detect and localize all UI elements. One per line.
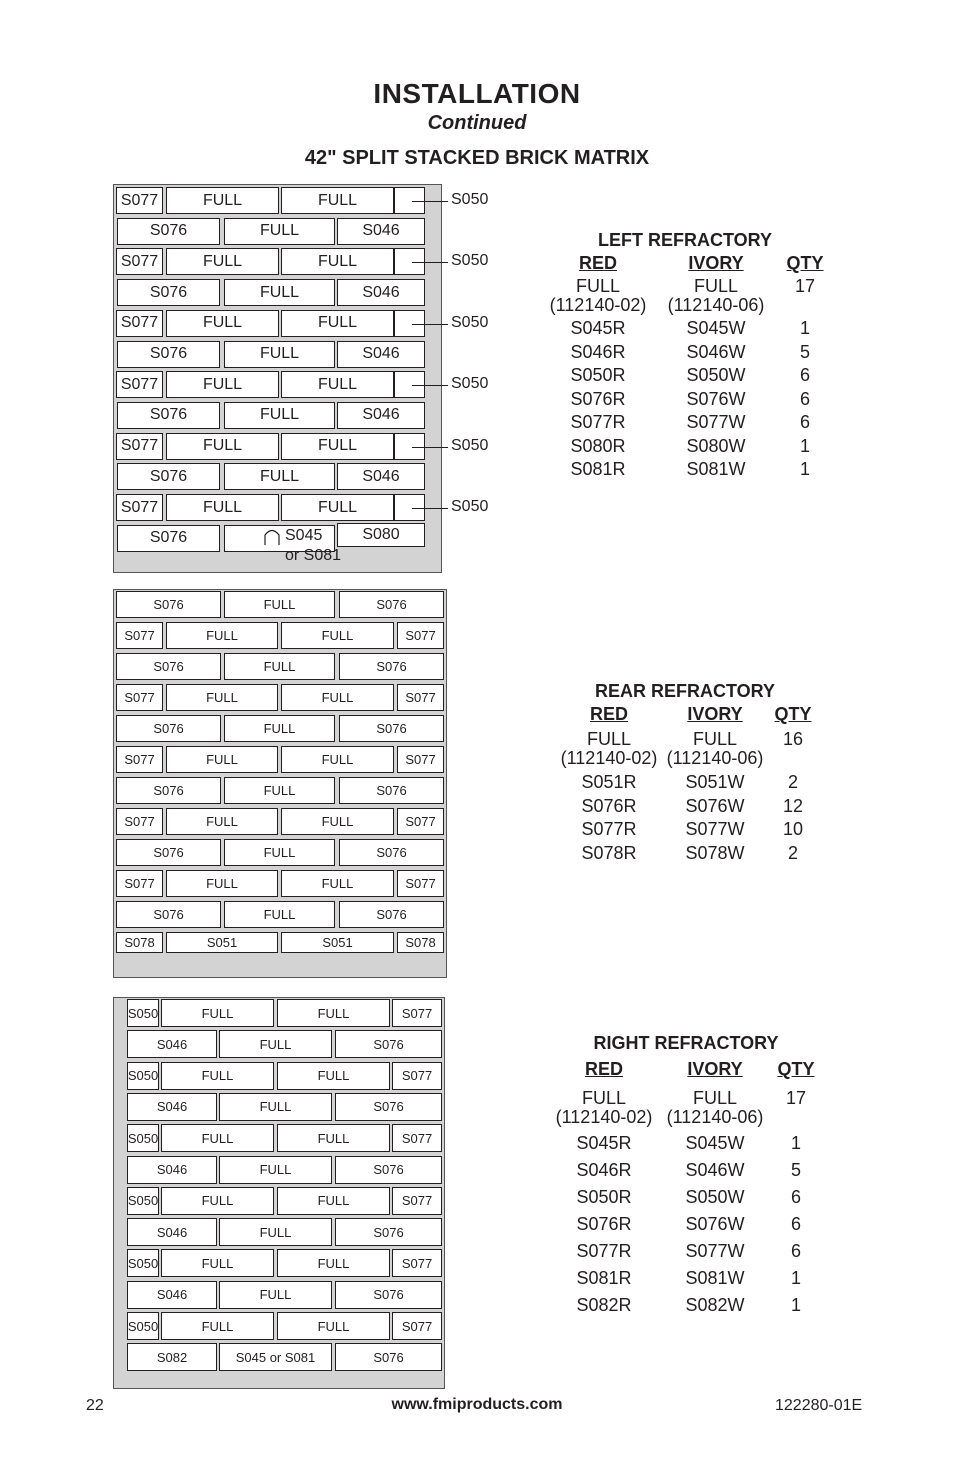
table-cell: 5 [790,1160,801,1180]
brick: FULL [281,310,394,337]
brick: S077 [392,999,442,1027]
brick: S050 [127,1187,159,1215]
table-cell: 1 [790,1133,801,1153]
table-cell: 6 [790,1214,801,1234]
table-cell: S077R [570,412,626,432]
brick: S046 [127,1281,217,1309]
brick: S046 [337,463,425,490]
table-title: RIGHT REFRACTORY [593,1033,779,1053]
table-cell: S081W [685,1268,745,1288]
right-refractory-diagram [113,997,445,1389]
brick: S076 [117,218,220,245]
table-cell: S076W [686,388,746,409]
callout-label: S050 [451,313,489,331]
column-header: IVORY [688,253,744,273]
table-cell: S081R [576,1268,632,1288]
table-cell: 12 [782,795,804,816]
brick: S076 [335,1281,442,1309]
brick: S076 [116,591,221,618]
callout-label: S050 [451,375,489,393]
brick: S077 [397,746,444,773]
table-cell: 6 [799,412,810,432]
brick: S051 [166,932,278,953]
table-cell: 6 [790,1241,801,1261]
table-cell: FULL (112140-06) [666,729,764,768]
brick: FULL [219,1281,332,1309]
brick: FULL [281,494,394,521]
brick: S076 [335,1343,442,1371]
brick: S077 [116,187,163,214]
brick: FULL [166,746,278,773]
callout-label: S050 [451,498,489,515]
brick: S076 [339,901,444,928]
brick-label-or-s081: or S081 [285,546,342,564]
table-cell: 17 [794,276,816,296]
footer-url: www.fmiproducts.com [391,1396,563,1413]
table-title: LEFT REFRACTORY [598,230,772,250]
page-title: INSTALLATION [373,78,581,109]
brick: S076 [117,525,220,552]
brick: FULL [166,248,279,275]
table-cell: FULL (112140-06) [667,276,765,315]
brick: FULL [166,622,278,649]
table-cell: S045W [685,1133,745,1153]
brick: S046 [127,1030,217,1058]
table-cell: S080W [686,435,746,456]
callout-label: S050 [451,191,489,208]
brick: S077 [116,808,163,835]
brick: FULL [281,433,394,460]
table-cell: S078W [685,843,745,864]
column-header: QTY [777,1059,815,1079]
table-cell: S050W [685,1187,745,1207]
callout-label: S050 [451,252,489,270]
table-cell: FULL (112140-02) [549,276,647,315]
brick: FULL [224,463,335,490]
brick: S076 [117,463,220,490]
table-cell: S081R [570,459,626,479]
brick: FULL [161,1187,274,1215]
brick: FULL [277,1124,390,1152]
brick: S076 [335,1156,442,1184]
brick: S076 [117,341,220,368]
table-cell: S046R [570,341,626,362]
table-cell: S045W [686,318,746,338]
brick: FULL [281,746,394,773]
brick: FULL [281,870,394,897]
brick: S050 [127,1312,159,1340]
brick: S077 [116,433,163,460]
table-cell: S081W [686,459,746,479]
brick: S046 [337,279,425,306]
brick: S046 [337,402,425,429]
right-refractory-table [540,1033,850,1323]
column-header: RED [589,704,628,724]
brick: S050 [127,1062,159,1090]
left-refractory-diagram [113,184,442,573]
table-cell: S051R [581,772,637,792]
brick: S076 [117,279,220,306]
brick: S077 [392,1124,442,1152]
brick: FULL [224,715,335,742]
brick: FULL [161,999,274,1027]
brick: S077 [116,494,163,521]
brick: FULL [281,248,394,275]
table-cell: S077W [686,412,746,432]
brick: FULL [161,1249,274,1277]
brick: FULL [224,341,335,368]
brick: S077 [116,371,163,398]
table-cell: S050W [686,365,746,385]
brick: S046 [127,1156,217,1184]
table-cell: 1 [799,318,810,338]
brick: S077 [392,1062,442,1090]
brick: S076 [116,653,221,680]
brick: FULL [166,187,279,214]
brick: S046 [127,1218,217,1246]
brick: FULL [224,901,335,928]
brick: FULL [224,653,335,680]
brick: S046 [337,341,425,368]
brick: FULL [219,1156,332,1184]
table-cell: 6 [790,1187,801,1207]
brick: FULL [224,591,335,618]
brick: FULL [224,777,335,804]
brick: FULL [219,1218,332,1246]
brick: S077 [116,684,163,711]
table-cell: S080R [570,435,626,456]
brick: S077 [116,622,163,649]
brick: FULL [277,1062,390,1090]
brick: FULL [166,310,279,337]
brick: S077 [397,870,444,897]
brick: S077 [116,310,163,337]
table-cell: 6 [799,388,810,409]
brick: S076 [116,839,221,866]
column-header: IVORY [687,704,743,724]
table-cell: FULL (112140-02) [555,1088,653,1127]
callout-leader [412,508,448,509]
brick: FULL [224,218,335,245]
callout-label: S050 [451,436,489,454]
table-cell: S076R [570,388,626,409]
brick: FULL [277,1312,390,1340]
table-cell: S045R [570,318,626,338]
brick: FULL [281,187,394,214]
brick: S076 [339,653,444,680]
brick: S077 [116,248,163,275]
brick: FULL [161,1062,274,1090]
table-cell: S082R [576,1295,632,1315]
table-cell: S076R [576,1214,632,1234]
brick: FULL [161,1312,274,1340]
table-cell: FULL (112140-02) [560,729,658,768]
brick: S078 [116,932,163,953]
table-cell: S082W [685,1295,745,1315]
brick: S050 [127,1124,159,1152]
page-subtitle: Continued [427,112,527,134]
table-cell: 1 [799,435,810,456]
table-cell: S078R [581,843,637,864]
brick: S080 [337,523,425,547]
table-cell: S076W [685,1214,745,1234]
table-cell: 2 [787,772,798,792]
table-cell: 1 [790,1268,801,1288]
callout-leader [412,262,448,263]
table-cell: 6 [799,365,810,385]
table-cell: 16 [782,729,804,749]
brick: S076 [339,715,444,742]
brick: FULL [166,494,279,521]
table-cell: S046R [576,1160,632,1180]
brick: S076 [339,591,444,618]
brick: S076 [335,1093,442,1121]
brick: S078 [397,932,444,953]
brick: FULL [277,1249,390,1277]
brick: FULL [166,684,278,711]
table-cell: S050R [570,365,626,385]
table-cell: 1 [799,459,810,479]
brick: S046 [337,218,425,245]
brick: FULL [219,1093,332,1121]
callout-leader [412,201,448,202]
matrix-title: 42" SPLIT STACKED BRICK MATRIX [304,147,650,169]
brick: S077 [392,1249,442,1277]
table-cell: 2 [787,843,798,864]
brick: S077 [392,1187,442,1215]
brick: FULL [277,1187,390,1215]
brick: FULL [166,433,279,460]
brick: S076 [116,901,221,928]
brick: S076 [335,1030,442,1058]
callout-leader [412,324,448,325]
table-cell: S046W [686,341,746,362]
brick: FULL [166,808,278,835]
column-header: QTY [774,704,812,724]
table-cell: 1 [790,1295,801,1315]
brick: FULL [166,870,278,897]
brick: S076 [117,402,220,429]
brick-label-s045: S045 [285,526,323,544]
callout-leader [412,447,448,448]
table-cell: S077R [576,1241,632,1261]
table-cell: 5 [799,341,810,362]
left-refractory-table [540,230,850,490]
table-cell: S077W [685,1241,745,1261]
brick: S076 [116,715,221,742]
brick: S077 [116,870,163,897]
brick: S077 [397,684,444,711]
column-header: RED [584,1059,623,1079]
brick: S050 [127,999,159,1027]
brick: S051 [281,932,394,953]
brick: S082 [127,1343,217,1371]
table-cell: S076R [581,795,637,816]
column-header: IVORY [687,1059,743,1079]
brick: FULL [281,808,394,835]
table-cell: S050R [576,1187,632,1207]
brick: FULL [224,402,335,429]
brick: S077 [397,808,444,835]
column-header: RED [578,253,617,273]
table-cell: S046W [685,1160,745,1180]
rear-refractory-table [540,681,850,871]
notch-icon [263,525,283,545]
brick: FULL [219,1030,332,1058]
brick: S046 [127,1093,217,1121]
brick: S045 or S081 [219,1343,332,1371]
rear-refractory-diagram [113,589,447,978]
brick: FULL [224,279,335,306]
brick: S077 [397,622,444,649]
table-cell: S077W [685,819,745,840]
column-header: QTY [786,253,824,273]
brick: S076 [339,777,444,804]
page-number: 22 [86,1397,104,1414]
brick: FULL [166,371,279,398]
brick: S077 [116,746,163,773]
table-cell: FULL (112140-06) [666,1088,764,1127]
brick: FULL [281,371,394,398]
brick: FULL [277,999,390,1027]
table-cell: S076W [685,795,745,816]
table-cell: 17 [785,1088,807,1108]
brick: FULL [281,622,394,649]
brick: S077 [392,1312,442,1340]
table-cell: S051W [685,772,745,792]
brick: FULL [224,839,335,866]
brick: FULL [161,1124,274,1152]
callout-leader [412,385,448,386]
document-number: 122280-01E [775,1397,863,1414]
brick: S076 [335,1218,442,1246]
brick: S050 [127,1249,159,1277]
brick: FULL [281,684,394,711]
brick: S076 [339,839,444,866]
table-cell: 10 [782,819,804,840]
table-title: REAR REFRACTORY [594,681,775,701]
table-cell: S077R [581,819,637,840]
table-cell: S045R [576,1133,632,1153]
brick: S076 [116,777,221,804]
